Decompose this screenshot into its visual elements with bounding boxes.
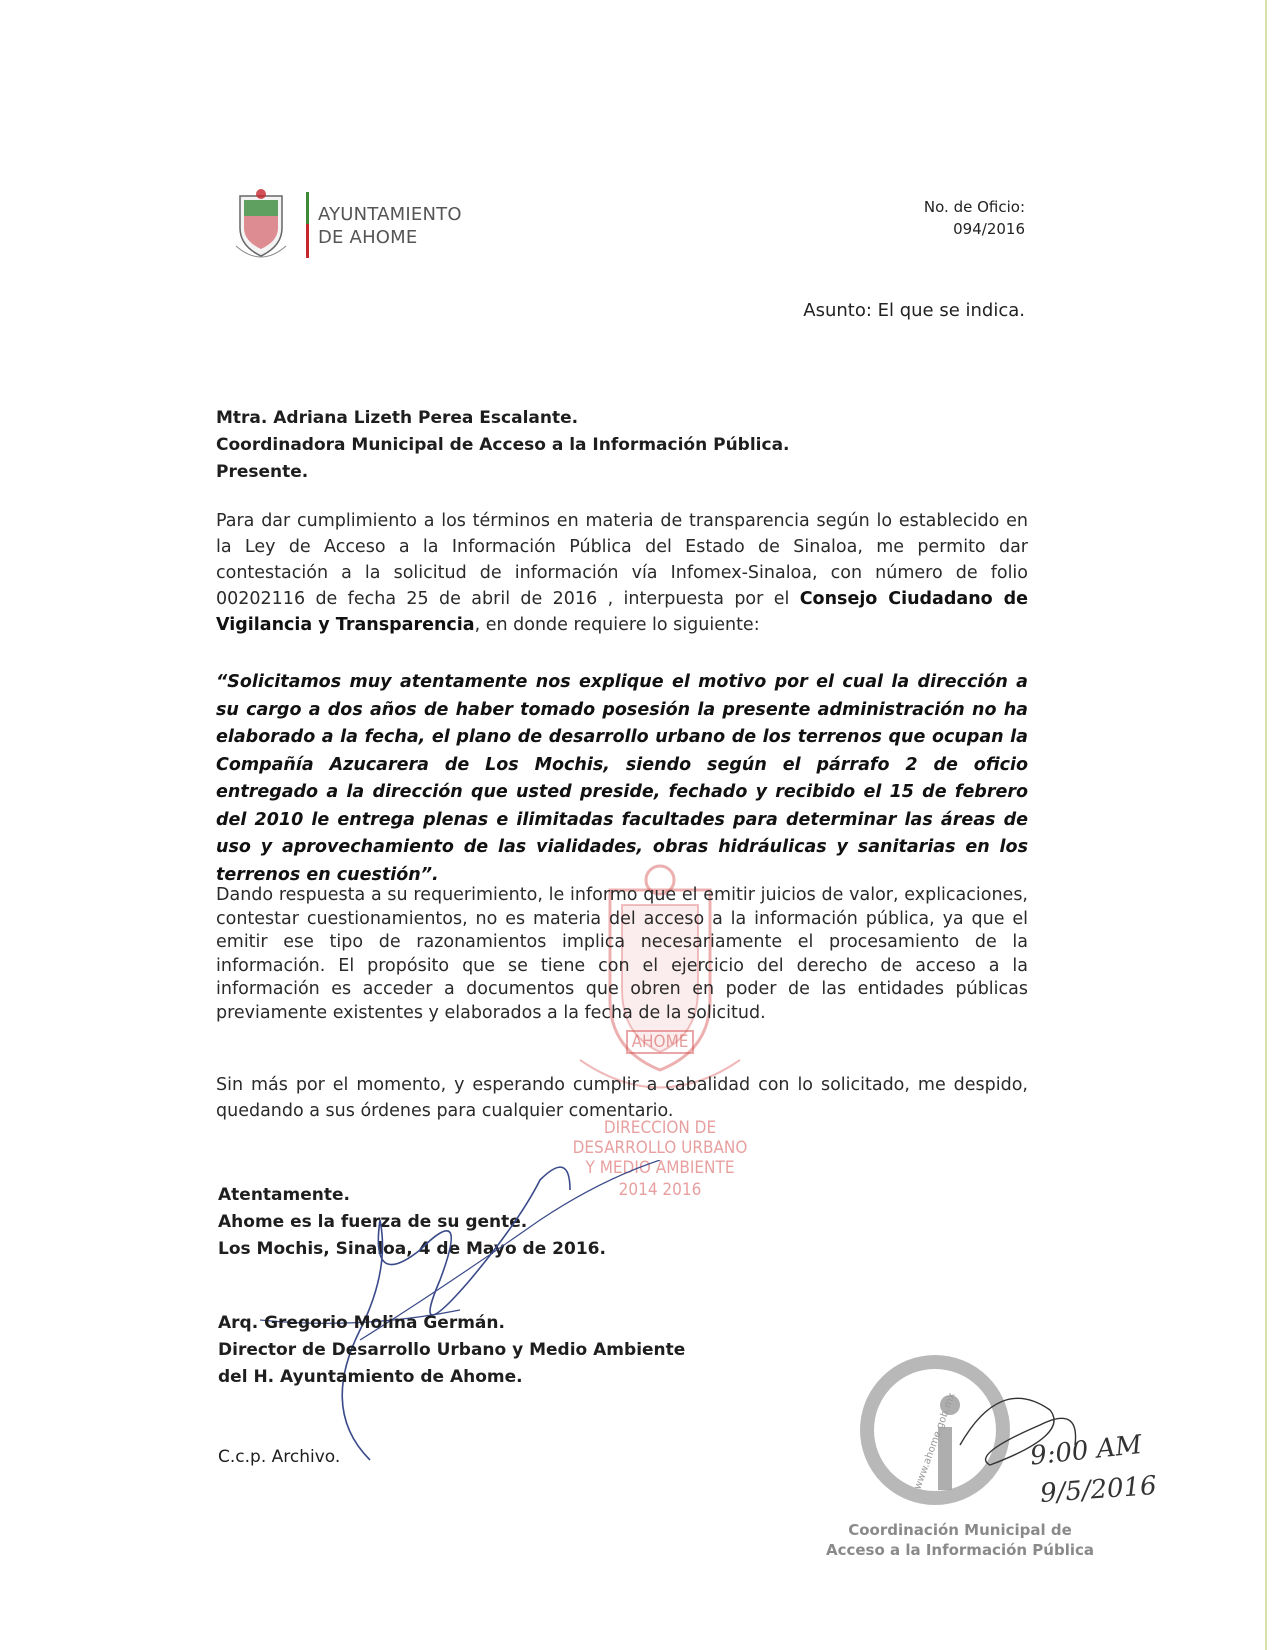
ahome-shield-logo (232, 186, 290, 262)
logo-divider-green (306, 192, 309, 224)
asunto: Asunto: El que se indica. (803, 300, 1025, 321)
intro-text-b: , en donde requiere lo siguiente: (474, 615, 760, 635)
paragraph-intro (216, 508, 1028, 638)
seal-line-1: Coordinación Municipal de (848, 1521, 1072, 1539)
handwritten-date: 9/5/2016 (1039, 1470, 1158, 1510)
recipient-presente: Presente. (216, 462, 309, 482)
ccp-archivo: C.c.p. Archivo. (218, 1447, 341, 1467)
closing-line-1: Atentamente. (218, 1185, 350, 1205)
org-line-2: DE AHOME (318, 227, 418, 248)
closing-line-3: Los Mochis, Sinaloa, 4 de Mayo de 2016. (218, 1239, 606, 1259)
closing-line-2: Ahome es la fuerza de su gente. (218, 1212, 528, 1232)
stamp-line-3: Y MEDIO AMBIENTE (585, 1158, 735, 1178)
stamp-line-1: DIRECCION DE (603, 1118, 717, 1138)
stamp-line-2: DESARROLLO URBANO (572, 1138, 748, 1158)
stamp-line-4: 2014 2016 (618, 1180, 702, 1200)
intro-text-a: Para dar cumplimiento a los términos en materia de transparencia según lo establecido en la Ley de Acceso a la Información Pública del Estado de Sinaloa, me permito dar contestación a la solicitud de información vía Infomex-Sinaloa, con número de folio 00202116 de fecha 25 de abril de 2016 , interpuesta por el (216, 511, 1028, 609)
oficio-number: 094/2016 (953, 220, 1025, 238)
signer-title-1: Director de Desarrollo Urbano y Medio Ambiente (218, 1340, 686, 1360)
org-line-1: AYUNTAMIENTO (318, 204, 462, 225)
logo-divider-red (306, 224, 309, 258)
paragraph-response: Dando respuesta a su requerimiento, le informo que el emitir juicios de valor, explicaciones, contestar cuestionamientos, no es materia del acceso a la información pública, ya que el emitir ese tipo de razonamientos implica necesariamente el procesamiento de la información. El propósito que se tiene con el ejercicio del derecho de acceso a la información es acceder a documentos que obren en poder de las entidades públicas previamente existentes y elaborados a la fecha de la solicitud. (216, 885, 1028, 1023)
signer-block (218, 1310, 685, 1391)
seal-line-2: Acceso a la Información Pública (825, 1541, 1095, 1559)
receipt-seal-text (820, 1520, 1100, 1560)
handwritten-receipt (1030, 1430, 1157, 1510)
recipient-block (216, 405, 790, 486)
page-edge (1265, 0, 1267, 1650)
oficio-block (890, 196, 1025, 240)
stamp-badge: AHOME (626, 1030, 695, 1054)
signer-name: Arq. Gregorio Molina Germán. (218, 1313, 505, 1333)
intro-bold-entity: Consejo Ciudadano de Vigilancia y Transparencia (216, 589, 1028, 635)
seal-url: www.ahome.gob.mx (912, 1391, 958, 1492)
signer-title-2: del H. Ayuntamiento de Ahome. (218, 1367, 523, 1387)
recipient-name: Mtra. Adriana Lizeth Perea Escalante. (216, 408, 579, 428)
oficio-label: No. de Oficio: (923, 198, 1025, 216)
quoted-request: “Solicitamos muy atentamente nos explique el motivo por el cual la dirección a su cargo a dos años de haber tomado posesión la presente administración no ha elaborado a la fecha, el plano de desarrollo urbano de los terrenos que ocupan la Compañía Azucarera de Los Mochis, siendo según el párrafo 2 de oficio entregado a la dirección que usted preside, fechado y recibido el 15 de febrero del 2010 le entrega plenas e ilimitadas facultades para determinar las áreas de uso y aprovechamiento de las vialidades, obras hidráulicas y sanitarias en los terrenos en cuestión”. (216, 672, 1028, 885)
handwritten-time: 9:00 AM (1028, 1429, 1144, 1472)
recipient-title: Coordinadora Municipal de Acceso a la Información Pública. (216, 435, 790, 455)
organization-name (318, 203, 462, 249)
paragraph-farewell: Sin más por el momento, y esperando cumplir a cabalidad con lo solicitado, me despido, quedando a sus órdenes para cualquier comentario. (216, 1075, 1028, 1121)
